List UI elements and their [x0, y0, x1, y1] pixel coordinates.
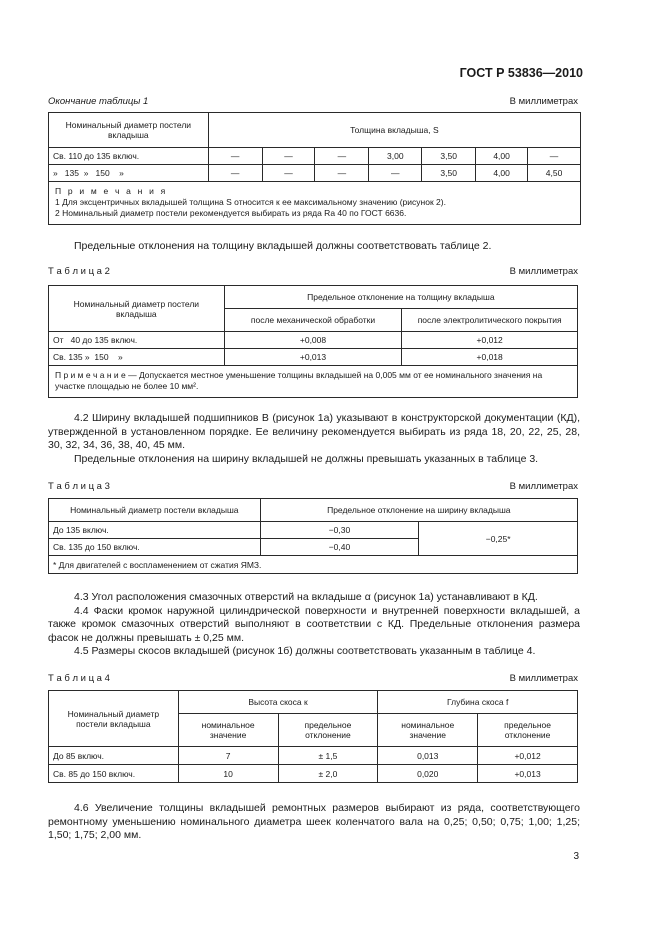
table3-caption: Т а б л и ц а 3: [48, 481, 110, 492]
table-cell: —: [315, 165, 369, 182]
table4: [48, 690, 578, 783]
table-row: [49, 765, 578, 783]
table4-subheader-k-nominal: номинальное значение: [178, 714, 278, 747]
table-cell: —: [262, 165, 315, 182]
table3-row1-label: До 135 включ.: [49, 522, 261, 539]
table-cell: 0,013: [378, 747, 478, 765]
table-cell: −0,40: [260, 539, 419, 556]
table4-caption-row: [48, 673, 578, 684]
table-row: [49, 349, 578, 366]
table1-caption: Окончание таблицы 1: [48, 96, 149, 107]
table-cell: 7: [178, 747, 278, 765]
table-row: [49, 747, 578, 765]
page-number: 3: [573, 851, 579, 862]
table4-subheader-f-nominal: номинальное значение: [378, 714, 478, 747]
table-cell: 0,020: [378, 765, 478, 783]
table-cell: −0,30: [260, 522, 419, 539]
paragraph-text: 4.2 Ширину вкладышей подшипников B (рисунок 1а) указывают в конструкторской документации (КД), утвержденной в установленном порядке. Ее величину рекомендуется выбирать из ряда 18, 20, 22, 25, 28, 30, 32, 34, 36, 38, 40, 45 мм.: [48, 412, 580, 451]
table4-row2-label: Св. 85 до 150 включ.: [49, 765, 179, 783]
document-code: ГОСТ Р 53836—2010: [459, 66, 583, 80]
table-cell: +0,013: [478, 765, 578, 783]
table3-footnote: * Для двигателей с воспламенением от сжатия ЯМЗ.: [49, 556, 578, 574]
table-row: [49, 165, 581, 182]
table-row: [49, 148, 581, 165]
paragraph-4-6: [48, 802, 580, 843]
table-cell: +0,012: [478, 747, 578, 765]
table-cell: 4,50: [528, 165, 581, 182]
table1: [48, 112, 581, 225]
table-cell: +0,018: [402, 349, 578, 366]
table3-units: В миллиметрах: [509, 481, 578, 492]
table1-notes: [49, 182, 581, 225]
table-cell: —: [369, 165, 422, 182]
table3-merged-value: −0,25*: [419, 522, 578, 556]
table-row: [49, 522, 578, 539]
table2: [48, 285, 578, 398]
table1-caption-row: [48, 96, 578, 107]
table2-header-deviation: Предельное отклонение на толщину вкладыша: [224, 286, 577, 309]
table3: [48, 498, 578, 574]
table4-row1-label: До 85 включ.: [49, 747, 179, 765]
table-cell: 3,00: [369, 148, 422, 165]
table1-row1-label: Св. 110 до 135 включ.: [49, 148, 209, 165]
paragraph-text: 4.6 Увеличение толщины вкладышей ремонтных размеров выбирают из ряда, соответствующего ремонтному уменьшению номинального диаметра шеек коленчатого вала на 0,25; 0,50; 0,75; 1,00; 1,25; 1,50; 1,75; 2,00 мм.: [48, 802, 580, 841]
table2-caption: Т а б л и ц а 2: [48, 266, 110, 277]
table3-caption-row: [48, 481, 578, 492]
table-cell: —: [262, 148, 315, 165]
paragraph-4-2: [48, 412, 580, 466]
table4-header-diameter: Номинальный диаметр постели вкладыша: [49, 691, 179, 747]
table2-caption-row: [48, 266, 578, 277]
table4-subheader-f-deviation: предельное отклонение: [478, 714, 578, 747]
table1-units: В миллиметрах: [509, 96, 578, 107]
table1-note-1: 1 Для эксцентричных вкладышей толщина S относится к ее максимальному значению (рисунок 2).: [55, 197, 446, 207]
table-cell: —: [528, 148, 581, 165]
table2-subheader-electrolytic: после электролитического покрытия: [402, 309, 578, 332]
paragraph-text: Предельные отклонения на ширину вкладышей не должны превышать указанных в таблице 3.: [74, 452, 539, 465]
table1-header-diameter: Номинальный диаметр постели вкладыша: [49, 113, 209, 148]
table-cell: +0,012: [402, 332, 578, 349]
table2-units: В миллиметрах: [509, 266, 578, 277]
table4-header-chamfer-height: Высота скоса к: [178, 691, 378, 714]
table3-row2-label: Св. 135 до 150 включ.: [49, 539, 261, 556]
table-cell: +0,008: [224, 332, 402, 349]
table-cell: ± 2,0: [278, 765, 378, 783]
table-cell: —: [208, 148, 262, 165]
table4-subheader-k-deviation: предельное отклонение: [278, 714, 378, 747]
table4-units: В миллиметрах: [509, 673, 578, 684]
table1-row2-label: » 135 » 150 »: [49, 165, 209, 182]
table2-row2-label: Св. 135 » 150 »: [49, 349, 225, 366]
table-cell: 10: [178, 765, 278, 783]
table-cell: —: [315, 148, 369, 165]
table2-header-diameter: Номинальный диаметр постели вкладыша: [49, 286, 225, 332]
table-cell: 4,00: [476, 165, 528, 182]
table1-notes-title: П р и м е ч а н и я: [55, 186, 168, 196]
table-row: [49, 332, 578, 349]
table-cell: 4,00: [476, 148, 528, 165]
paragraph-4-3-to-4-5: [48, 591, 580, 659]
table3-header-deviation: Предельное отклонение на ширину вкладыша: [260, 499, 577, 522]
table-cell: —: [208, 165, 262, 182]
paragraph-text: 4.3 Угол расположения смазочных отверстий на вкладыше α (рисунок 1а) устанавливают в КД.: [74, 591, 538, 603]
table2-subheader-mechanical: после механической обработки: [224, 309, 402, 332]
table4-caption: Т а б л и ц а 4: [48, 673, 110, 684]
table3-header-diameter: Номинальный диаметр постели вкладыша: [49, 499, 261, 522]
table1-header-thickness: Толщина вкладыша, S: [208, 113, 580, 148]
paragraph-text: 4.5 Размеры скосов вкладышей (рисунок 1б) должны соответствовать указанным в таблице 4.: [74, 645, 536, 657]
table-cell: 3,50: [422, 148, 476, 165]
table4-header-chamfer-depth: Глубина скоса f: [378, 691, 578, 714]
table-cell: 3,50: [422, 165, 476, 182]
paragraph-thickness-deviation: [48, 240, 580, 254]
table2-row1-label: От 40 до 135 включ.: [49, 332, 225, 349]
table1-note-2: 2 Номинальный диаметр постели рекомендуется выбирать из ряда Ra 40 по ГОСТ 6636.: [55, 208, 407, 218]
table-cell: ± 1,5: [278, 747, 378, 765]
table-cell: +0,013: [224, 349, 402, 366]
paragraph-text: Предельные отклонения на толщину вкладышей должны соответствовать таблице 2.: [74, 240, 492, 252]
table2-note: П р и м е ч а н и е — Допускается местное уменьшение толщины вкладышей на 0,005 мм от ее номинального значения на участке площадью не более 10 мм².: [49, 366, 578, 398]
paragraph-text: 4.4 Фаски кромок наружной цилиндрической поверхности и внутренней поверхности вкладышей, а также кромок смазочных отверстий выполняют в соответствии с КД. Предельные отклонения размера фасок не должны превышать ± 0,25 мм.: [48, 604, 580, 644]
